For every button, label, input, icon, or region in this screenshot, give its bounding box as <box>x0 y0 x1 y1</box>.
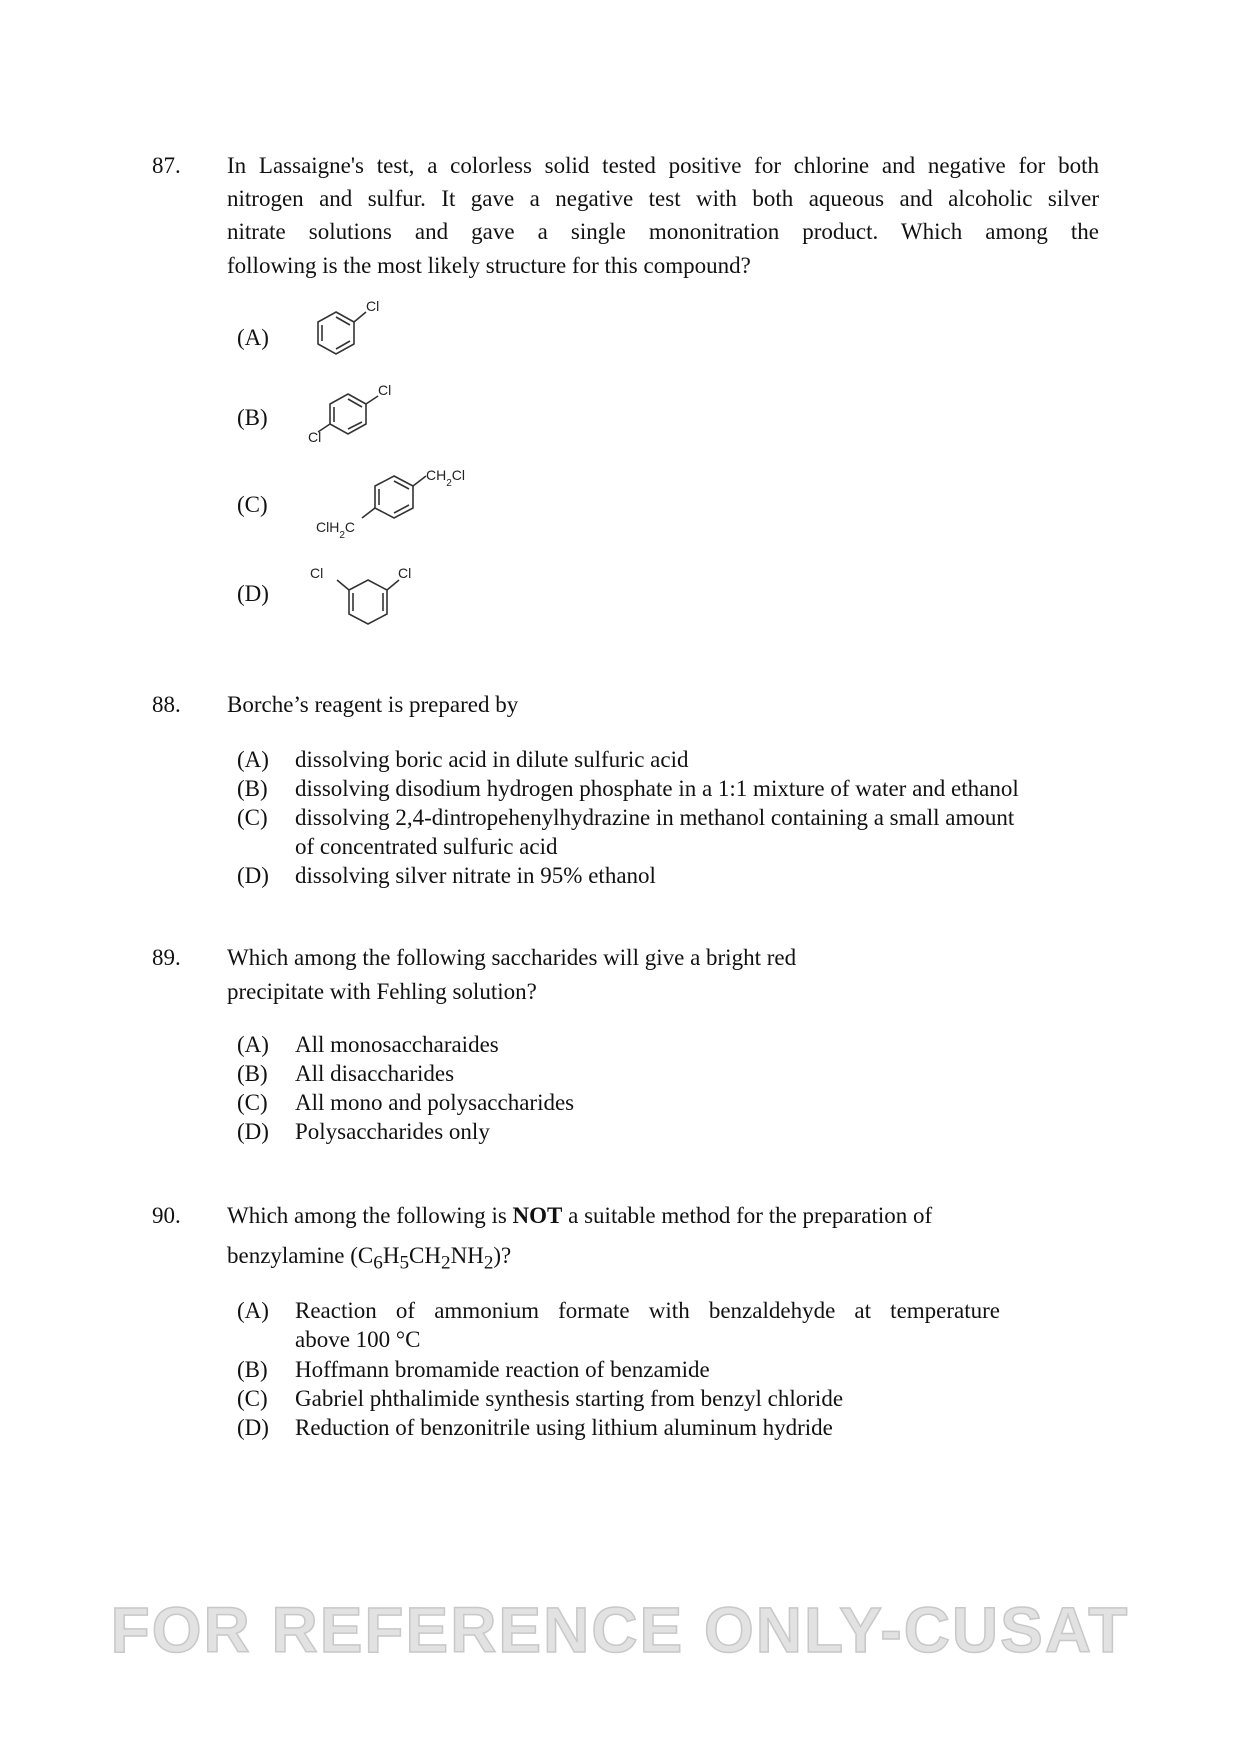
watermark: FOR REFERENCE ONLY-CUSAT <box>110 1594 1130 1666</box>
option-label: (B) <box>237 1357 268 1382</box>
option-label: (A) <box>237 747 269 772</box>
question-text-line: following is the most likely structure for this compound? <box>227 253 751 278</box>
option-text: All mono and polysaccharides <box>295 1090 575 1115</box>
option-text: Reduction of benzonitrile using lithium aluminum hydride <box>295 1415 833 1440</box>
option-label: (C) <box>237 1090 268 1115</box>
question-text-line: benzylamine $(C_6H_5CH_2NH_2)$? <box>227 1243 512 1274</box>
option-text: Reaction of ammonium formate with benzaldehyde at temperature <box>295 1298 1000 1323</box>
option-text: Gabriel phthalimide synthesis starting from benzyl chloride <box>295 1386 844 1411</box>
option-text: dissolving 2,4-dintropehenylhydrazine in methanol containing a small amount <box>295 805 1015 830</box>
option-label: (D) <box>237 863 269 888</box>
substituent: Cl <box>398 565 412 581</box>
text: a suitable method for the preparation of <box>562 1203 933 1228</box>
option-label: (C) <box>237 1386 268 1411</box>
option-label: (C) <box>237 805 268 830</box>
question-text: Borche’s reagent is prepared by <box>227 692 519 717</box>
m-dichlorobenzene-structure <box>300 560 440 640</box>
option-text: Hoffmann bromamide reaction of benzamide <box>295 1357 710 1382</box>
option-text: dissolving silver nitrate in 95% ethanol <box>295 863 656 888</box>
question-text-line: precipitate with Fehling solution? <box>227 979 537 1004</box>
option-label: (A) <box>237 1298 269 1323</box>
option-label: (D) <box>237 1415 269 1440</box>
option-text-continued: of concentrated sulfuric acid <box>295 834 558 859</box>
question-text-line <box>227 1202 932 1230</box>
option-label: (A) <box>237 1032 269 1057</box>
substituent: $CH_2Cl$ <box>426 467 466 489</box>
option-label: (D) <box>237 581 269 606</box>
question-text-line: nitrate solutions and gave a single mononitration product. Which among the <box>227 219 1099 244</box>
option-label: (B) <box>237 1061 268 1086</box>
question-text-line: In Lassaigne's test, a colorless solid tested positive for chlorine and negative for both <box>227 153 1099 178</box>
option-label: (B) <box>237 776 268 801</box>
emphasis: NOT <box>512 1203 563 1228</box>
p-dichlorobenzene-structure <box>300 382 420 452</box>
option-label: (B) <box>237 405 268 430</box>
chlorobenzene-structure <box>300 300 400 370</box>
option-text: dissolving disodium hydrogen phosphate in a 1:1 mixture of water and ethanol <box>295 776 1019 801</box>
substituent: Cl <box>378 382 392 398</box>
option-label: (C) <box>237 492 268 517</box>
xylylene-dichloride-structure <box>310 462 480 542</box>
option-label: (D) <box>237 1119 269 1144</box>
substituent: Cl <box>308 429 322 445</box>
option-text: All disaccharides <box>295 1061 455 1086</box>
question-number: 87. <box>152 153 181 178</box>
option-text-continued: above 100 °C <box>295 1327 421 1352</box>
option-label: (A) <box>237 325 269 350</box>
question-number: 90. <box>152 1203 181 1228</box>
text: Which among the following is <box>227 1203 513 1228</box>
question-number: 89. <box>152 945 181 970</box>
question-text-line: Which among the following saccharides will give a bright red <box>227 945 797 970</box>
option-text: dissolving boric acid in dilute sulfuric acid <box>295 747 689 772</box>
substituent: Cl <box>366 298 380 314</box>
option-text: All monosaccharaides <box>295 1032 499 1057</box>
question-number: 88. <box>152 692 181 717</box>
substituent: ClH$_2$C <box>316 519 356 541</box>
option-text: Polysaccharides only <box>295 1119 490 1144</box>
question-text-line: nitrogen and sulfur. It gave a negative test with both aqueous and alcoholic silver <box>227 186 1099 211</box>
substituent: Cl <box>310 565 324 581</box>
